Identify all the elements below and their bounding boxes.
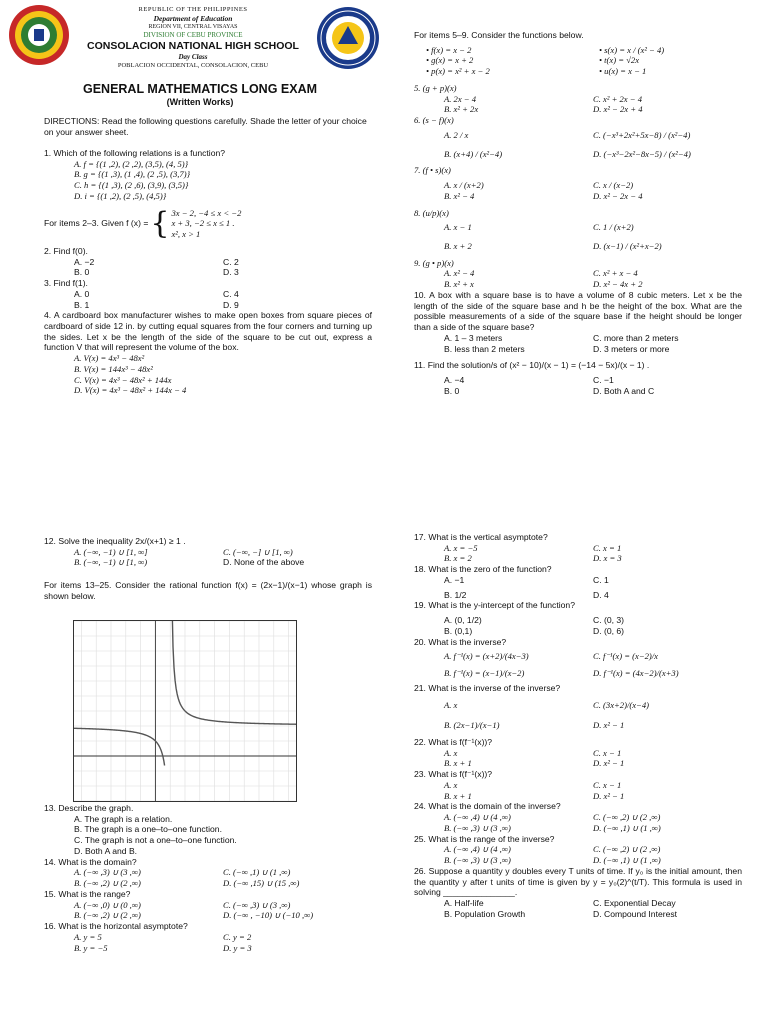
question-14	[44, 857, 372, 889]
option-a[interactable]: A. V(x) = 4x³ − 48x²	[74, 353, 145, 364]
question-text: 18. What is the zero of the function?	[414, 564, 552, 575]
option-b[interactable]: B. Population Growth	[444, 908, 526, 919]
function-list-right	[569, 45, 742, 77]
option-c[interactable]: C. The graph is not a one–to–one function.	[74, 835, 237, 846]
option-c[interactable]: C. f⁻¹(x) = (x−2)/x	[593, 651, 658, 662]
option-c[interactable]: C. x² + x − 4	[593, 268, 638, 279]
option-b[interactable]: B. g = {(1 ,3), (1 ,4), (2 ,5), (3,7)}	[74, 169, 191, 180]
option-a[interactable]: A. x − 1	[444, 222, 472, 233]
option-b[interactable]: B. x² − 4	[444, 190, 475, 201]
option-d[interactable]: D. V(x) = 4x³ − 48x² + 144x − 4	[74, 385, 187, 396]
option-a[interactable]: A. (−∞ ,0) ∪ (0 ,∞)	[74, 899, 141, 910]
option-b[interactable]: B. The graph is a one–to–one function.	[74, 824, 222, 835]
piecewise-cases	[171, 208, 241, 240]
question-1	[44, 148, 372, 202]
question-23	[414, 769, 742, 801]
question-13	[44, 803, 372, 857]
question-12	[44, 536, 372, 568]
option-a[interactable]: A. x	[444, 779, 458, 790]
option-d[interactable]: D. x² − 2x + 4	[593, 104, 643, 115]
region-line: REGION VII, CENTRAL VISAYAS	[148, 23, 238, 30]
option-b[interactable]: B. (0,1)	[444, 625, 473, 636]
option-a[interactable]: A. x / (x+2)	[444, 180, 484, 191]
question-text: 4. A cardboard box manufacturer wishes to make open boxes from square pieces of cardboard of side 12 in. by cutting equal squares from the four corners and turning up the sides. Let x be the length of the side of the square to be cut out, express a function V that will represent the volume of the box.	[44, 310, 372, 353]
question-17	[414, 532, 742, 564]
question-text: 11. Find the solution/s of (x² − 10)/(x − 1) = (−14 − 5x)/(x − 1) .	[414, 360, 650, 371]
option-d[interactable]: D. (−∞ , −10) ∪ (−10 ,∞)	[223, 910, 314, 921]
question-2	[44, 246, 372, 278]
question-7	[414, 165, 742, 201]
function-t: • t(x) = √2x	[599, 55, 640, 66]
question-text: 19. What is the y-intercept of the function?	[414, 600, 575, 611]
question-text: 7. (f • s)(x)	[414, 165, 451, 176]
question-text: 10. A box with a square base is to have a volume of 8 cubic meters. Let x be the length of the side of the square base and h be the height of the box. What are the possible measurements of a side of the square base if the height should be longer than a side of the square base?	[414, 289, 742, 333]
question-text: 13. Describe the graph.	[44, 803, 134, 813]
graph-canvas	[74, 621, 296, 801]
option-d[interactable]: D. (−∞ ,1) ∪ (1 ,∞)	[593, 822, 661, 833]
option-a[interactable]: A. (−∞, −1) ∪ [1, ∞]	[74, 546, 148, 557]
option-a[interactable]: A. 1 – 3 meters	[444, 332, 503, 343]
option-a[interactable]: A. y = 5	[74, 931, 102, 942]
option-c[interactable]: C. (−∞ ,3) ∪ (3 ,∞)	[223, 899, 291, 910]
option-a[interactable]: A. 2 / x	[444, 129, 469, 140]
option-a[interactable]: A. (0, 1/2)	[444, 615, 482, 626]
curve-left-branch	[74, 728, 165, 765]
option-d[interactable]: D. x² − 4x + 2	[593, 279, 643, 290]
question-19	[414, 600, 742, 636]
option-d[interactable]: D. 3	[223, 267, 239, 278]
question-text: 8. (u/p)(x)	[414, 207, 449, 218]
question-24	[414, 801, 742, 833]
option-a[interactable]: A. −2	[74, 256, 95, 267]
question-3	[44, 278, 372, 310]
deped-seal	[316, 6, 380, 70]
right-top-column	[414, 30, 742, 397]
department-line: Department of Education	[153, 14, 233, 24]
option-c[interactable]: C. (0, 3)	[593, 615, 625, 626]
option-b[interactable]: B. (x+4) / (x²−4)	[444, 148, 503, 159]
option-b[interactable]: B. 0	[444, 385, 460, 396]
option-d[interactable]: D. (x−1) / (x²+x−2)	[593, 241, 662, 252]
option-b[interactable]: B. V(x) = 144x³ − 48x²	[74, 363, 153, 374]
option-b[interactable]: B. 1/2	[444, 589, 467, 600]
option-d[interactable]: D. f⁻¹(x) = (4x−2)/(x+3)	[593, 668, 679, 679]
option-c[interactable]: C. h = {(1 ,3), (2 ,6), (3,9), (3,5)}	[74, 180, 189, 191]
question-10	[414, 290, 742, 354]
option-a[interactable]: A. (−∞ ,3) ∪ (3 ,∞)	[74, 867, 141, 878]
option-b[interactable]: B. 1	[74, 299, 90, 310]
question-text: 20. What is the inverse?	[414, 636, 507, 647]
option-a[interactable]: A. −4	[444, 375, 465, 386]
question-4	[44, 310, 372, 396]
right-bottom-column	[414, 532, 742, 920]
option-c[interactable]: C. 4	[223, 288, 239, 299]
option-b[interactable]: B. x + 1	[444, 758, 472, 769]
option-a[interactable]: A. x	[444, 699, 458, 710]
option-b[interactable]: B. x² + x	[444, 279, 474, 290]
option-c[interactable]: C. more than 2 meters	[593, 332, 679, 343]
question-text: 3. Find f(1).	[44, 278, 88, 289]
option-d[interactable]: D. (−x³−2x²−8x−5) / (x²−4)	[593, 148, 691, 159]
option-d[interactable]: D. i = {(1 ,2), (2 ,5), (4,5)}	[74, 190, 167, 201]
option-d[interactable]: D. y = 3	[223, 942, 252, 953]
piecewise-definition	[44, 205, 372, 241]
option-b[interactable]: B. f⁻¹(x) = (x−1)/(x−2)	[444, 668, 525, 679]
school-logo	[8, 4, 70, 66]
option-d[interactable]: D. 4	[593, 589, 609, 600]
question-text: 14. What is the domain?	[44, 856, 137, 867]
option-d[interactable]: D. Both A and B.	[74, 845, 138, 856]
option-b[interactable]: B. 0	[74, 267, 90, 278]
option-a[interactable]: A. 2x − 4	[444, 93, 477, 104]
option-c[interactable]: C. x − 1	[593, 747, 622, 758]
option-c[interactable]: C. (−x³+2x²+5x−8) / (x²−4)	[593, 129, 691, 140]
option-d[interactable]: D. 3 meters or more	[593, 343, 670, 354]
question-22	[414, 737, 742, 769]
question-text: 17. What is the vertical asymptote?	[414, 532, 548, 542]
option-b[interactable]: B. less than 2 meters	[444, 343, 525, 354]
question-5	[414, 83, 742, 115]
option-a[interactable]: A. f⁻¹(x) = (x+2)/(4x−3)	[444, 651, 529, 662]
option-c[interactable]: C. Exponential Decay	[593, 898, 676, 909]
question-18	[414, 564, 742, 600]
option-c[interactable]: C. x = 1	[593, 542, 622, 553]
option-d[interactable]: D. (0, 6)	[593, 625, 625, 636]
items-13-25-intro: For items 13–25. Consider the rational function f(x) = (2x−1)/(x−1) whose graph is shown below.	[44, 580, 372, 601]
question-text: 12. Solve the inequality 2x/(x+1) ≥ 1 .	[44, 536, 186, 546]
question-text: 23. What is f(f⁻¹(x))?	[414, 769, 493, 780]
option-c[interactable]: C. V(x) = 4x³ − 48x² + 144x	[74, 374, 172, 385]
option-d[interactable]: D. 9	[223, 299, 239, 310]
question-text: 6. (s − f)(x)	[414, 115, 454, 126]
option-b[interactable]: B. (−∞ ,2) ∪ (2 ,∞)	[74, 878, 141, 889]
option-b[interactable]: B. (−∞, −1) ∪ [1, ∞)	[74, 557, 148, 568]
case-2: x + 3, −2 ≤ x ≤ 1 .	[171, 218, 235, 229]
question-21	[414, 683, 742, 731]
left-bottom-column-2	[44, 803, 372, 953]
question-text: 16. What is the horizontal asymptote?	[44, 921, 188, 932]
question-text: 25. What is the range of the inverse?	[414, 833, 555, 844]
option-c[interactable]: C. 2	[223, 256, 239, 267]
case-1: 3x − 2, −4 ≤ x < −2	[171, 207, 242, 218]
left-bottom-column	[44, 536, 372, 602]
option-a[interactable]: A. f = {(1 ,2), (2 ,2), (3,5), (4, 5)}	[74, 158, 189, 169]
option-c[interactable]: C. (−∞, −] ∪ [1, ∞)	[223, 546, 293, 557]
option-c[interactable]: C. (−∞ ,2) ∪ (2 ,∞)	[593, 844, 661, 855]
function-p: • p(x) = x² + x − 2	[426, 66, 490, 77]
option-b[interactable]: B. (−∞ ,3) ∪ (3 ,∞)	[444, 855, 511, 866]
question-16	[44, 921, 372, 953]
function-list	[414, 45, 742, 77]
question-8	[414, 208, 742, 252]
exam-title: GENERAL MATHEMATICS LONG EXAM	[82, 82, 318, 96]
question-text: 2. Find f(0).	[44, 245, 88, 256]
function-list-left	[414, 45, 569, 77]
option-c[interactable]: C. y = 2	[223, 931, 252, 942]
option-d[interactable]: D. x² − 1	[593, 758, 625, 769]
option-a[interactable]: A. x² − 4	[444, 268, 475, 279]
question-15	[44, 889, 372, 921]
option-b[interactable]: B. x + 1	[444, 790, 472, 801]
option-b[interactable]: B. x² + 2x	[444, 104, 479, 115]
option-b[interactable]: B. (−∞ ,2) ∪ (2 ,∞)	[74, 910, 141, 921]
option-d[interactable]: D. x² − 1	[593, 790, 625, 801]
question-text: 21. What is the inverse of the inverse?	[414, 682, 561, 693]
case-3: x², x > 1	[171, 229, 201, 240]
option-d[interactable]: D. (−∞ ,15) ∪ (15 ,∞)	[223, 878, 300, 889]
option-a[interactable]: A. Half-life	[444, 898, 484, 909]
republic-line: REPUBLIC OF THE PHILIPPINES	[138, 6, 248, 13]
directions: DIRECTIONS: Read the following questions carefully. Shade the letter of your choice on your answer sheet.	[44, 116, 367, 137]
option-a[interactable]: A. x = −5	[444, 542, 478, 553]
option-a[interactable]: A. (−∞ ,4) ∪ (4 ,∞)	[444, 844, 511, 855]
option-c[interactable]: C. (−∞ ,2) ∪ (2 ,∞)	[593, 812, 661, 823]
option-b[interactable]: B. x + 2	[444, 241, 472, 252]
option-d[interactable]: D. x² − 2x − 4	[593, 190, 643, 201]
function-u: • u(x) = x − 1	[599, 66, 647, 77]
address-line: POBLACION OCCIDENTAL, CONSOLACION, CEBU	[117, 61, 269, 69]
option-c[interactable]: C. −1	[593, 375, 614, 386]
rational-function-graph	[73, 620, 297, 802]
letterhead	[70, 6, 316, 70]
left-top-column	[44, 148, 372, 396]
option-b[interactable]: B. (2x−1)/(x−1)	[444, 720, 500, 731]
function-s: • s(x) = x / (x² − 4)	[599, 44, 665, 55]
option-d[interactable]: D. (−∞ ,1) ∪ (1 ,∞)	[593, 855, 661, 866]
question-text: 5. (g + p)(x)	[414, 82, 457, 93]
option-a[interactable]: A. The graph is a relation.	[74, 813, 173, 824]
option-c[interactable]: C. 1 / (x+2)	[593, 222, 634, 233]
option-b[interactable]: B. y = −5	[74, 942, 108, 953]
brace-icon: {	[150, 205, 170, 241]
items-5-9-intro: For items 5–9. Consider the functions below.	[414, 30, 584, 40]
division-line: DIVISION OF CEBU PROVINCE	[143, 31, 243, 39]
session-line: Day Class	[178, 52, 208, 61]
question-26	[414, 866, 742, 920]
function-g: • g(x) = x + 2	[426, 55, 474, 66]
question-11	[414, 360, 742, 396]
question-9	[414, 258, 742, 290]
option-b[interactable]: B. (−∞ ,3) ∪ (3 ,∞)	[444, 822, 511, 833]
question-text: 15. What is the range?	[44, 888, 131, 899]
question-text: 1. Which of the following relations is a function?	[44, 148, 226, 158]
question-25	[414, 834, 742, 866]
piecewise-intro: For items 2–3. Given f (x) =	[44, 218, 149, 229]
question-6	[414, 115, 742, 159]
exam-subtitle: (Written Works)	[166, 97, 234, 107]
option-d[interactable]: D. x² − 1	[593, 720, 625, 731]
option-d[interactable]: D. Both A and C	[593, 385, 655, 396]
option-c[interactable]: C. (−∞ ,1) ∪ (1 ,∞)	[223, 867, 291, 878]
option-c[interactable]: C. x / (x−2)	[593, 180, 634, 191]
school-name: CONSOLACION NATIONAL HIGH SCHOOL	[87, 39, 299, 52]
function-f: • f(x) = x − 2	[426, 44, 472, 55]
option-a[interactable]: A. 0	[74, 288, 90, 299]
option-a[interactable]: A. x	[444, 747, 458, 758]
option-d[interactable]: D. None of the above	[223, 557, 305, 568]
question-text: 24. What is the domain of the inverse?	[414, 801, 561, 812]
option-d[interactable]: D. Compound Interest	[593, 908, 678, 919]
option-c[interactable]: C. (3x+2)/(x−4)	[593, 699, 649, 710]
option-c[interactable]: C. x − 1	[593, 779, 622, 790]
question-text: 26. Suppose a quantity y doubles every T units of time. If y₀ is the initial amount, then the quantity y after t units of time is given by y = y₀(2)^(t/T). This formula is used in solving _______________.	[414, 865, 742, 898]
option-b[interactable]: B. x = 2	[444, 553, 472, 564]
option-c[interactable]: C. x² + 2x − 4	[593, 93, 643, 104]
question-text: 9. (g • p)(x)	[414, 257, 454, 268]
option-a[interactable]: A. (−∞ ,4) ∪ (4 ,∞)	[444, 812, 511, 823]
option-a[interactable]: A. −1	[444, 574, 465, 585]
question-text: 22. What is f(f⁻¹(x))?	[414, 737, 493, 748]
question-20	[414, 637, 742, 679]
option-c[interactable]: C. 1	[593, 574, 609, 585]
option-d[interactable]: D. x = 3	[593, 553, 622, 564]
curve-right-branch	[172, 621, 296, 724]
